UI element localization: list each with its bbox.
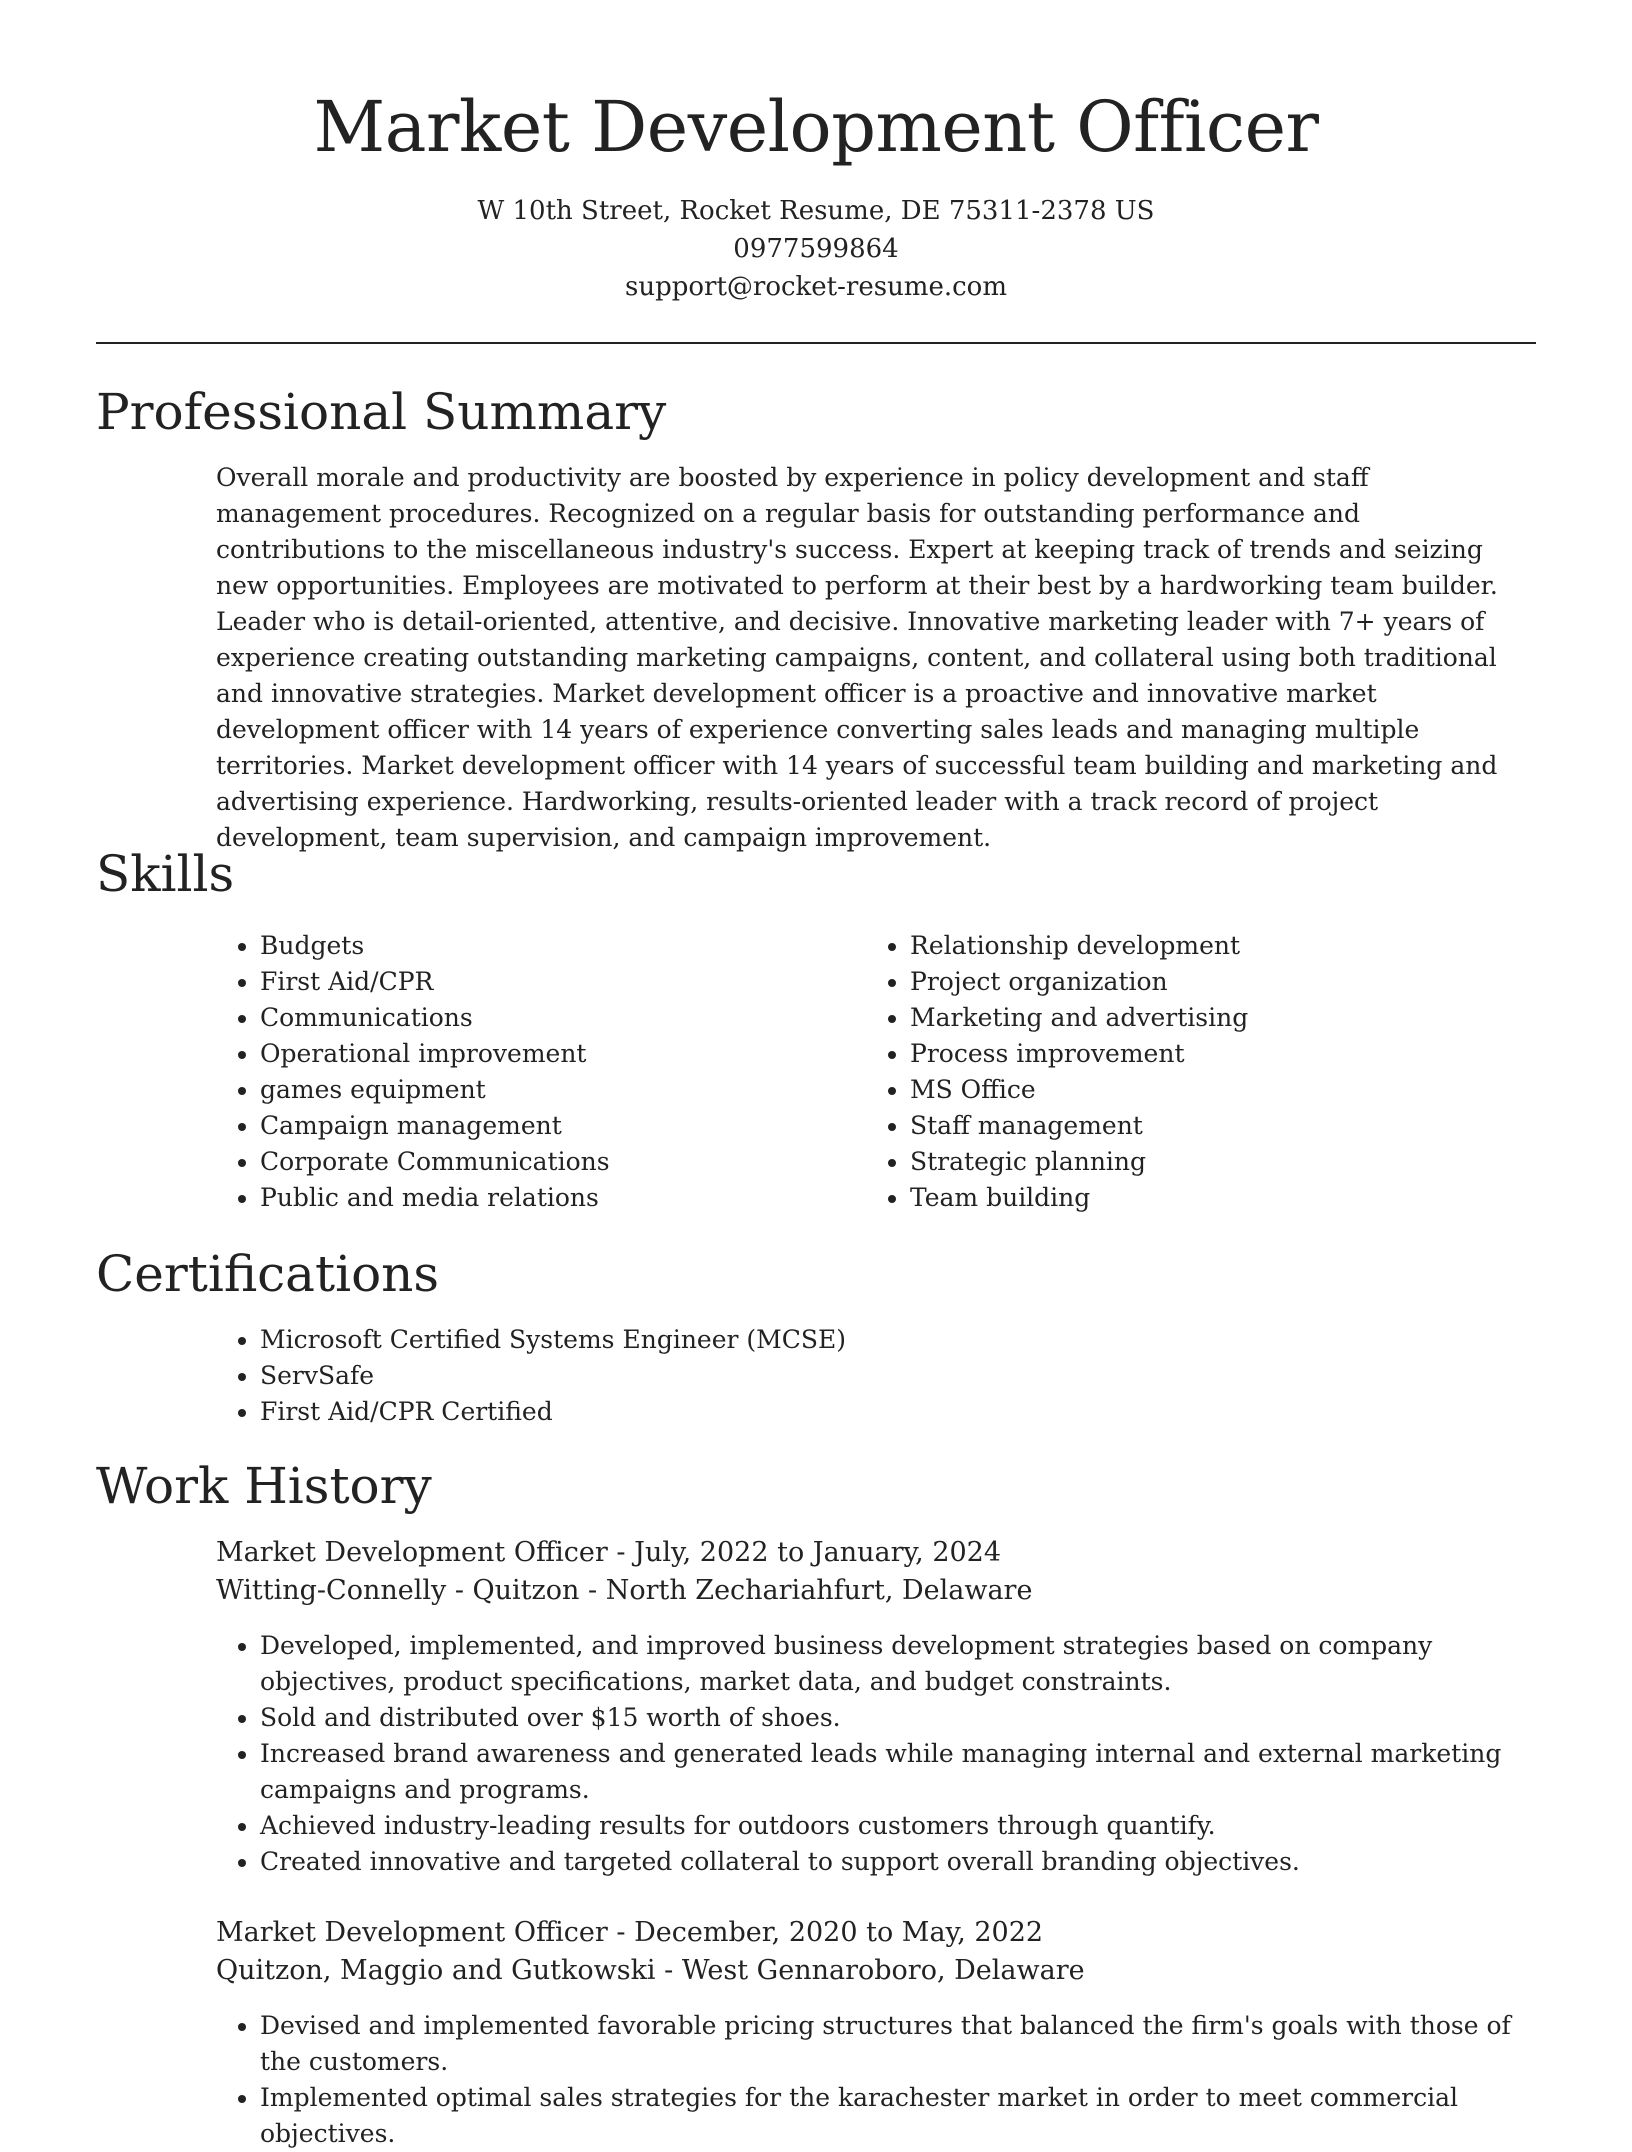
job-bullet: • Devised and implemented favorable pricing structures that balanced the firm's goals with those of the customers.	[260, 2008, 1536, 2080]
job-role: Market Development Officer	[216, 1917, 608, 1948]
job-bullet: • Sold and distributed over $15 worth of shoes.	[260, 1700, 1536, 1736]
job-bullets	[216, 1628, 1536, 1880]
skill-item: • Budgets	[260, 928, 820, 964]
job-bullet: • Achieved industry-leading results for outdoors customers through quantify.	[260, 1808, 1536, 1844]
job-company: Quitzon, Maggio and Gutkowski	[216, 1955, 656, 1986]
certification-item: • Microsoft Certified Systems Engineer (MCSE)	[260, 1322, 1460, 1358]
job-company: Witting-Connelly - Quitzon	[216, 1575, 580, 1606]
skill-item: • Project organization	[910, 964, 1530, 1000]
skill-item: • Process improvement	[910, 1036, 1530, 1072]
job-bullet: • Created innovative and targeted collateral to support overall branding objectives.	[260, 1844, 1536, 1880]
job-location: - North Zechariahfurt, Delaware	[579, 1575, 1033, 1606]
job-role: Market Development Officer	[216, 1537, 608, 1568]
job-title-line	[216, 1534, 1536, 1572]
certification-item: • First Aid/CPR Certified	[260, 1394, 1460, 1430]
skill-item: • Staff management	[910, 1108, 1530, 1144]
job-company-line	[216, 1572, 1536, 1610]
job-bullet: • Developed, implemented, and improved business development strategies based on company objectives, product specifications, market data, and budget constraints.	[260, 1628, 1536, 1700]
summary-heading: Professional Summary	[96, 383, 667, 441]
job-company-line	[216, 1952, 1536, 1990]
contact-info	[96, 192, 1536, 306]
skill-item: • Public and media relations	[260, 1180, 820, 1216]
job-bullet: • Implemented optimal sales strategies for the karachester market in order to meet commercial objectives.	[260, 2080, 1536, 2152]
phone-text: 0977599864	[733, 234, 899, 264]
skill-item: • Marketing and advertising	[910, 1000, 1530, 1036]
header-divider	[96, 342, 1536, 344]
summary-text: Overall morale and productivity are boosted by experience in policy development and staff management procedures. Recognized on a regular basis for outstanding performance and contributions to the miscellaneous industry's success. Expert at keeping track of trends and seizing new opportunities. Employees are motivated to perform at their best by a hardworking team builder. Leader who is detail-oriented, attentive, and decisive. Innovative marketing leader with 7+ years of experience creating outstanding marketing campaigns, content, and collateral using both traditional and innovative strategies. Market development officer is a proactive and innovative market development officer with 14 years of experience converting sales leads and managing multiple territories. Market development officer with 14 years of successful team building and marketing and advertising experience. Hardworking, results-oriented leader with a track record of project development, team supervision, and campaign improvement.	[216, 463, 1498, 852]
candidate-name: Market Development Officer	[313, 86, 1319, 168]
skill-item: • First Aid/CPR	[260, 964, 820, 1000]
job-bullet: • Increased brand awareness and generated leads while managing internal and external marketing campaigns and programs.	[260, 1736, 1536, 1808]
skill-item: • Corporate Communications	[260, 1144, 820, 1180]
resume-header	[96, 84, 1536, 306]
skill-item: • Communications	[260, 1000, 820, 1036]
skill-item: • Strategic planning	[910, 1144, 1530, 1180]
skill-item: • Team building	[910, 1180, 1530, 1216]
job-dates: - July, 2022 to January, 2024	[607, 1537, 1002, 1568]
job-bullets	[216, 2008, 1536, 2152]
email-text: support@rocket-resume.com	[624, 272, 1007, 302]
certification-item: • ServSafe	[260, 1358, 1460, 1394]
job-dates: - December, 2020 to May, 2022	[607, 1917, 1044, 1948]
skill-item: • Relationship development	[910, 928, 1530, 964]
certifications-list	[216, 1322, 1460, 1430]
skills-list-right	[866, 928, 1530, 1216]
work-history-heading: Work History	[96, 1457, 432, 1515]
certifications-heading: Certifications	[96, 1245, 440, 1303]
skill-item: • games equipment	[260, 1072, 820, 1108]
skills-heading: Skills	[96, 845, 235, 903]
job-location: - West Gennaroboro, Delaware	[655, 1955, 1085, 1986]
skill-item: • MS Office	[910, 1072, 1530, 1108]
skill-item: • Campaign management	[260, 1108, 820, 1144]
skills-list-left	[216, 928, 820, 1216]
address-text: W 10th Street, Rocket Resume, DE 75311-2378 US	[477, 196, 1155, 226]
skill-item: • Operational improvement	[260, 1036, 820, 1072]
job-title-line	[216, 1914, 1536, 1952]
